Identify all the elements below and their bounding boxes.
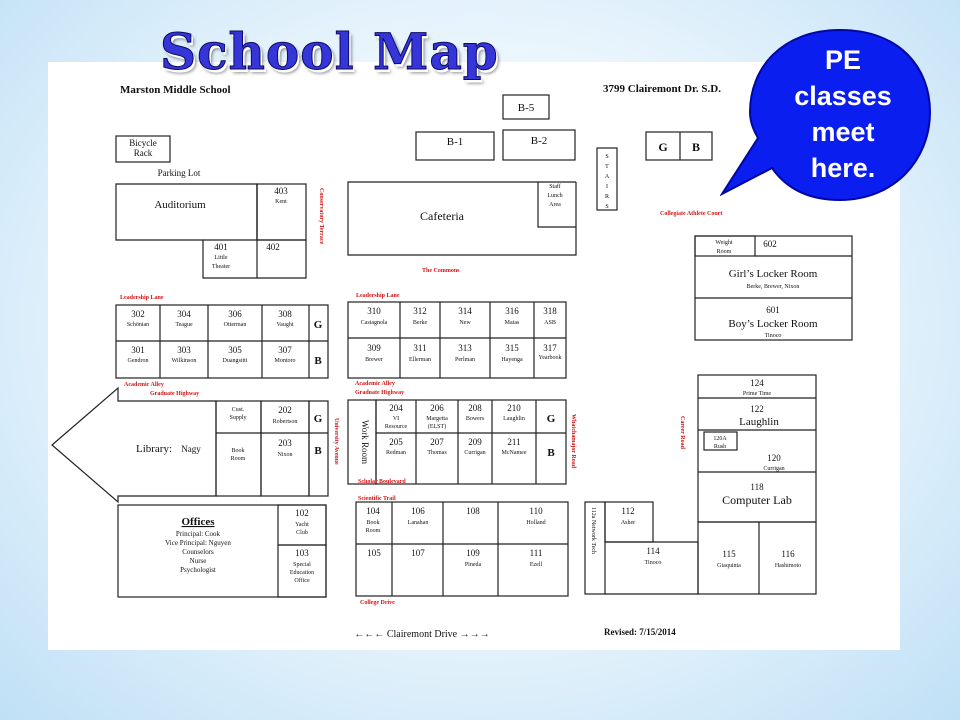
teacher-bowers: Bowers (465, 416, 485, 422)
room-315: 315 (505, 343, 519, 353)
teacher-robertson: Robertson (272, 419, 298, 425)
stairs-t: T (605, 164, 609, 170)
stairs-s: S (605, 154, 609, 160)
teacher-schonian: Schönian (126, 322, 150, 328)
cafeteria: Cafeteria (420, 209, 464, 223)
office-counselors: Counselors (182, 548, 214, 556)
restroom-b-300: B (314, 355, 322, 367)
room-104-room: Room (365, 528, 381, 534)
girls-locker-teachers: Berke, Brewer, Nixon (746, 284, 800, 290)
parking-lot: Parking Lot (157, 168, 201, 178)
teacher-ellerman: Ellerman (409, 357, 431, 363)
teacher-wilkinson: Wilkinson (171, 358, 197, 364)
boys-locker-teacher: Tinoco (764, 333, 782, 339)
work-room: Work Room (360, 419, 370, 465)
boys-locker-room: Boy’s Locker Room (728, 318, 818, 330)
teacher-redman: Redman (386, 450, 406, 456)
teacher-berke: Berke (412, 320, 428, 326)
path-academic-alley-east: Academic Alley (355, 381, 395, 387)
teacher-margetta: Margetta (426, 416, 448, 422)
room-304: 304 (177, 309, 191, 319)
room-401: 401 (214, 242, 228, 252)
teacher-matas: Matas (504, 320, 520, 326)
callout-text (758, 42, 928, 186)
weight-room-1: Weight (715, 240, 733, 246)
bicycle-rack-1: Bicycle (129, 138, 157, 148)
room-204: 204 (389, 403, 403, 413)
teacher-tinoco: Tinoco (644, 560, 662, 566)
room-203: 203 (278, 438, 292, 448)
path-university-avenue: University Avenue (333, 418, 339, 465)
callout-line-3: meet (811, 117, 875, 147)
room-401-little: Little (214, 255, 228, 261)
yacht-2: Club (296, 530, 308, 536)
path-graduate-highway-west: Graduate Highway (150, 391, 200, 397)
path-conservatory-terrace: Conservatory Terrace (318, 188, 324, 245)
computer-lab: Computer Lab (722, 493, 792, 507)
room-124: 124 (750, 378, 764, 388)
room-112: 112 (621, 506, 635, 516)
teacher-gendron: Gendron (127, 358, 149, 364)
teacher-mcnamee: McNamee (501, 450, 527, 456)
teacher-brewer: Brewer (365, 357, 383, 363)
room-313: 313 (458, 343, 472, 353)
gym-b: B (691, 140, 701, 154)
room-210: 210 (507, 403, 521, 413)
room-316: 316 (505, 306, 519, 316)
teacher-vaught: Vaught (276, 322, 294, 328)
path-scholar-boulevard: Scholar Boulevard (358, 479, 406, 485)
room-108: 108 (466, 506, 480, 516)
stairs-s2: S (605, 204, 609, 210)
room-601: 601 (766, 305, 780, 315)
room-120a: 120A (713, 436, 727, 442)
room-301: 301 (131, 345, 145, 355)
room-107: 107 (411, 548, 425, 558)
room-310: 310 (367, 306, 381, 316)
custodial-1: Cust. (231, 407, 245, 413)
room-asb: ASB (544, 320, 556, 326)
room-401-theater: Theater (211, 264, 231, 270)
office-nurse: Nurse (189, 557, 207, 565)
room-205: 205 (389, 437, 403, 447)
staff-lunch-2: Lunch (547, 193, 563, 199)
vi-resource-1: VI (392, 416, 400, 422)
sped-3: Office (294, 578, 310, 584)
teacher-otterman: Otterman (223, 322, 247, 328)
sped-1: Special (293, 562, 311, 568)
room-206: 206 (430, 403, 444, 413)
teacher-new: New (459, 320, 471, 326)
room-309: 309 (367, 343, 381, 353)
office-vice-principal: Vice Principal: Nguyen (165, 539, 231, 547)
revised-date: Revised: 7/15/2014 (604, 627, 676, 637)
room-602: 602 (763, 239, 777, 249)
teacher-hayenga: Hayenga (501, 357, 523, 363)
teacher-rush: Rush (713, 444, 727, 450)
path-academic-alley-west: Academic Alley (124, 382, 164, 388)
address: 3799 Clairemont Dr. S.D. (603, 83, 721, 95)
teacher-laughlin: Laughlin (739, 416, 779, 428)
teacher-pineda: Pineda (464, 562, 482, 568)
library: Library: (135, 443, 173, 455)
path-career-road: Career Road (679, 416, 685, 449)
yacht-1: Yacht (295, 522, 309, 528)
path-leadership-lane-east: Leadership Lane (356, 293, 400, 299)
teacher-laughlin-210: Laughlin (503, 416, 525, 422)
room-103: 103 (295, 548, 309, 558)
custodial-2: Supply (229, 415, 247, 421)
room-118: 118 (750, 482, 764, 492)
restroom-b-200: B (314, 445, 322, 457)
path-collegiate-athlete-court: Collegiate Athlete Court (660, 211, 723, 217)
stairs-r: R (604, 194, 610, 200)
teacher-asher: Asher (620, 520, 636, 526)
network-tech: 112a Network Tech (590, 507, 596, 554)
librarian-nagy: Nagy (181, 444, 201, 454)
room-102: 102 (295, 508, 309, 518)
staff-lunch-3: Area (549, 202, 561, 208)
path-the-commons: The Commons (422, 268, 460, 274)
sped-2: Education (289, 570, 315, 576)
teacher-perlman: Perlman (455, 357, 475, 363)
path-college-drive: College Drive (360, 600, 395, 606)
clairemont-drive: ←←← Clairemont Drive →→→ (354, 629, 490, 640)
path-leadership-lane-west: Leadership Lane (120, 295, 164, 301)
room-402: 402 (266, 242, 280, 252)
room-202: 202 (278, 405, 292, 415)
room-104: 104 (366, 506, 380, 516)
room-104-book: Book (366, 520, 380, 526)
room-106: 106 (411, 506, 425, 516)
room-403-teacher: Kent (275, 199, 287, 205)
room-114: 114 (646, 546, 660, 556)
teacher-holland: Holland (526, 520, 546, 526)
room-311: 311 (413, 343, 427, 353)
room-317: 317 (543, 343, 557, 353)
teacher-montoro: Montoro (274, 358, 296, 364)
girls-locker-room: Girl’s Locker Room (728, 268, 818, 280)
room-308: 308 (278, 309, 292, 319)
staff-lunch-1: Staff (549, 184, 561, 190)
callout-line-4: here. (810, 153, 876, 183)
room-302: 302 (131, 309, 145, 319)
teacher-thomas: Thomas (427, 450, 447, 456)
room-110: 110 (529, 506, 543, 516)
path-scientific-trail: Scientific Trail (358, 496, 396, 502)
bicycle-rack-2: Rack (133, 148, 153, 158)
room-yearbook: Yearbook (538, 355, 562, 361)
room-305: 305 (228, 345, 242, 355)
page-title: School Map (160, 22, 499, 81)
room-116: 116 (781, 549, 795, 559)
office-psychologist: Psychologist (180, 566, 216, 574)
room-122: 122 (750, 404, 764, 414)
stairs-a: A (604, 174, 610, 180)
book-room-1: Book (231, 448, 245, 454)
teacher-duangsitti: Duangsitti (222, 358, 248, 364)
room-prime-time: Prime Time (742, 391, 772, 397)
room-303: 303 (177, 345, 191, 355)
teacher-currigan: Currigan (763, 466, 785, 472)
room-306: 306 (228, 309, 242, 319)
callout-line-1: PE (824, 45, 862, 75)
room-111: 111 (529, 548, 543, 558)
teacher-nixon: Nixon (277, 452, 293, 458)
room-209: 209 (468, 437, 482, 447)
room-b2: B-2 (530, 135, 548, 147)
callout-line-2: classes (794, 81, 892, 111)
offices: Offices (181, 516, 215, 528)
weight-room-2: Room (716, 249, 732, 255)
room-b1: B-1 (446, 136, 464, 148)
restroom-g-300: G (313, 319, 323, 331)
path-whatchamajor-road: Whatchamajor Road (570, 414, 576, 469)
room-elst: (ELST) (427, 424, 447, 430)
room-403: 403 (274, 186, 288, 196)
path-graduate-highway-east: Graduate Highway (355, 390, 405, 396)
restroom-g-200: G (313, 413, 323, 425)
room-120: 120 (767, 453, 781, 463)
auditorium: Auditorium (154, 199, 206, 211)
teacher-hashimoto: Hashimoto (774, 563, 802, 569)
teacher-currigan-209: Currigan (464, 450, 486, 456)
room-109: 109 (466, 548, 480, 558)
restroom-g-200-east: G (546, 413, 556, 425)
teacher-lanahan: Lanahan (407, 520, 429, 526)
teacher-giaquinta: Giaquinta (717, 563, 741, 569)
stairs-i: I (606, 184, 608, 190)
office-principal: Principal: Cook (175, 530, 221, 538)
room-b5: B-5 (517, 102, 535, 114)
room-318: 318 (543, 306, 557, 316)
room-115: 115 (722, 549, 736, 559)
school-name: Marston Middle School (120, 84, 231, 96)
room-307: 307 (278, 345, 292, 355)
teacher-castagnola: Castagnola (360, 320, 388, 326)
teacher-ezell: Ezell (529, 562, 543, 568)
book-room-2: Room (230, 456, 246, 462)
room-208: 208 (468, 403, 482, 413)
room-105: 105 (367, 548, 381, 558)
room-314: 314 (458, 306, 472, 316)
room-207: 207 (430, 437, 444, 447)
room-312: 312 (413, 306, 427, 316)
restroom-b-200-east: B (547, 447, 555, 459)
teacher-teague: Teague (175, 322, 193, 328)
vi-resource-2: Resource (384, 424, 408, 430)
room-211: 211 (507, 437, 521, 447)
gym-g: G (658, 140, 668, 154)
